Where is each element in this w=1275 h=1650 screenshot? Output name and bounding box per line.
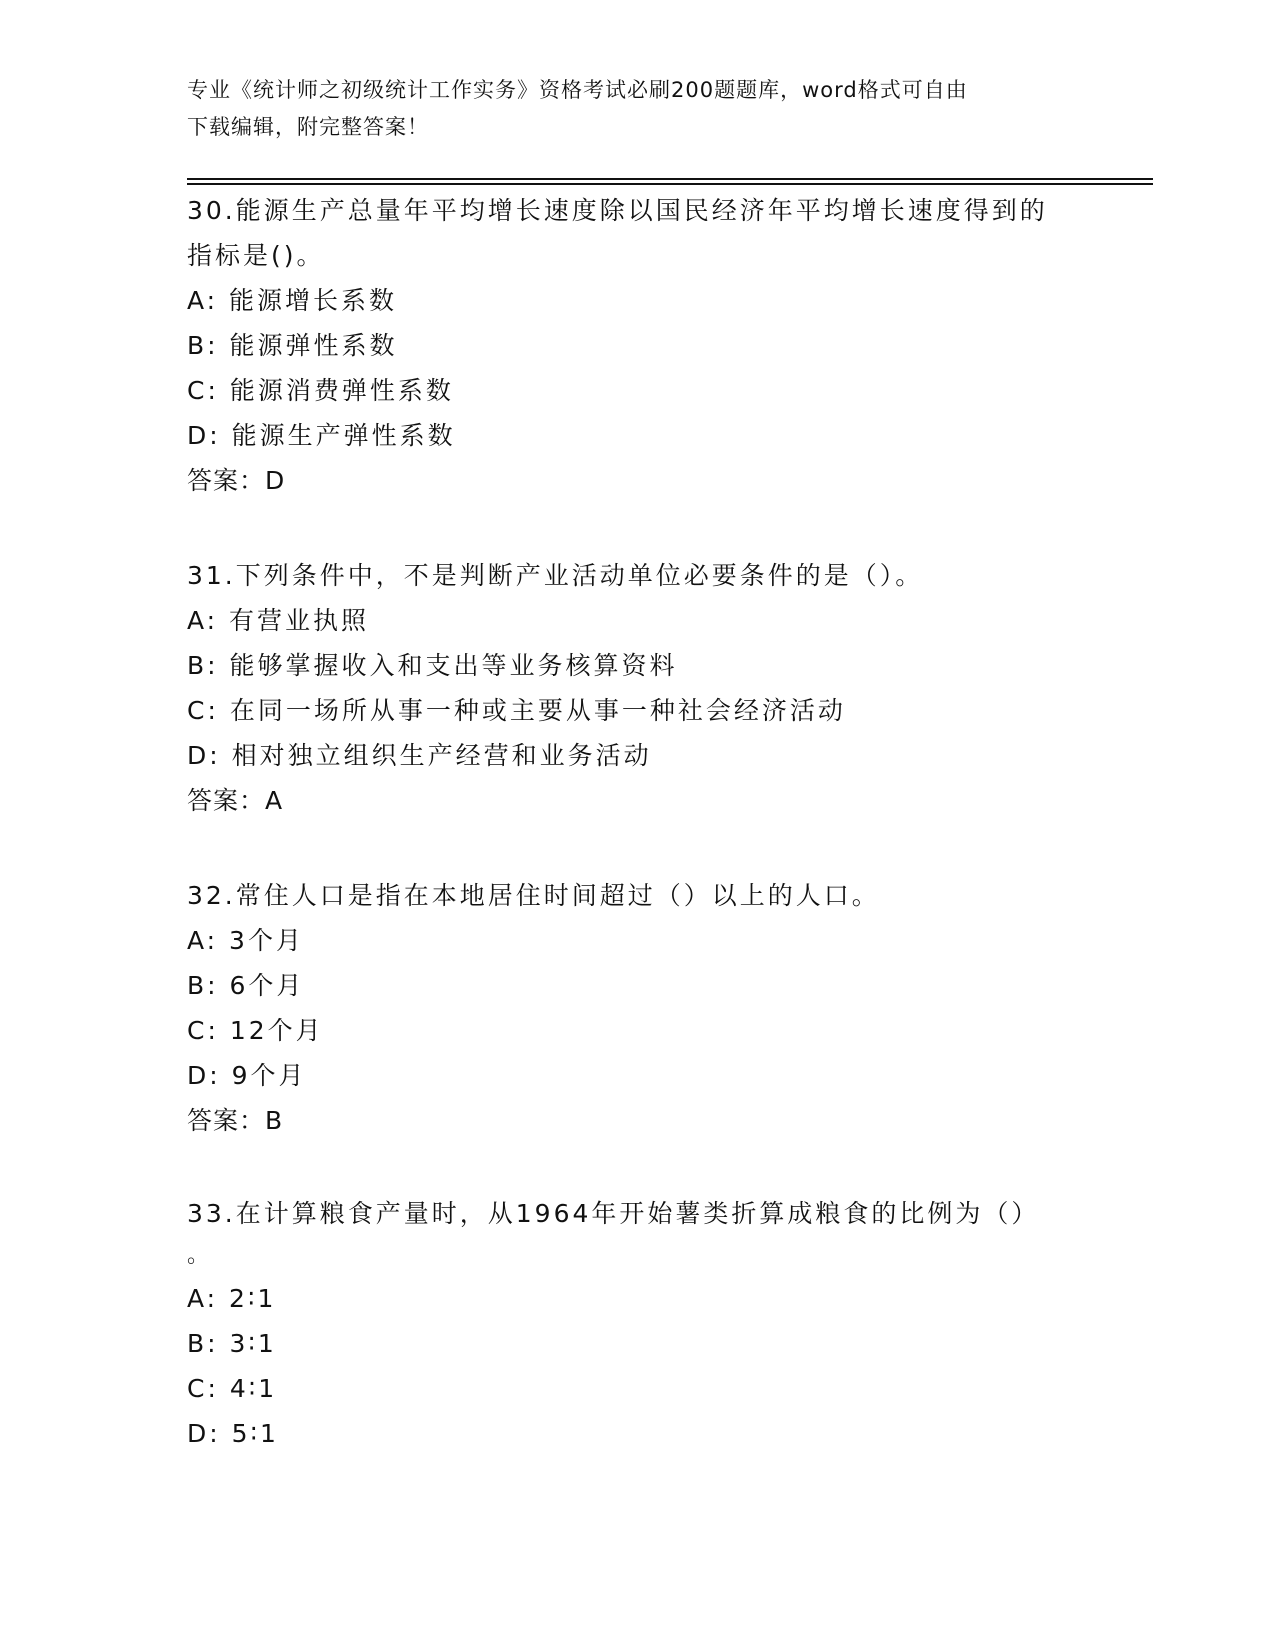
option-b: B: 能源弹性系数 <box>187 331 398 360</box>
question-30 <box>187 188 1087 503</box>
question-stem <box>187 188 1087 278</box>
question-stem <box>187 1191 1087 1276</box>
question-stem-line-2: 。 <box>187 1243 213 1268</box>
header-line-2: 下载编辑，附完整答案！ <box>187 115 429 139</box>
option-b: B: 3∶1 <box>187 1329 277 1358</box>
header-line-1: 专业《统计师之初级统计工作实务》资格考试必刷200题题库，word格式可自由 <box>187 78 968 102</box>
question-stem-line-1: 33.在计算粮食产量时，从1964年开始薯类折算成粮食的比例为（） <box>187 1199 1040 1228</box>
question-stem-line-2: 指标是()。 <box>187 241 325 270</box>
option-d: D: 相对独立组织生产经营和业务活动 <box>187 741 652 770</box>
header-divider-bottom <box>187 183 1153 185</box>
option-a: A: 能源增长系数 <box>187 286 398 315</box>
answer-line: 答案：A <box>187 786 284 815</box>
option-d: D: 9个月 <box>187 1061 307 1090</box>
option-d: D: 能源生产弹性系数 <box>187 421 456 450</box>
answer-line: 答案：B <box>187 1106 284 1135</box>
option-d: D: 5∶1 <box>187 1419 279 1448</box>
option-c: C: 能源消费弹性系数 <box>187 376 454 405</box>
option-b: B: 能够掌握收入和支出等业务核算资料 <box>187 651 678 680</box>
option-c: C: 12个月 <box>187 1016 324 1045</box>
question-stem-line-1: 30.能源生产总量年平均增长速度除以国民经济年平均增长速度得到的 <box>187 196 1048 225</box>
document-header <box>187 72 1067 146</box>
option-b: B: 6个月 <box>187 971 305 1000</box>
question-stem: 32.常住人口是指在本地居住时间超过（）以上的人口。 <box>187 881 880 910</box>
question-32 <box>187 873 1087 1143</box>
question-33 <box>187 1191 1087 1456</box>
answer-line: 答案：D <box>187 466 286 495</box>
option-a: A: 2∶1 <box>187 1284 277 1313</box>
question-stem: 31.下列条件中，不是判断产业活动单位必要条件的是（）。 <box>187 561 924 590</box>
option-c: C: 在同一场所从事一种或主要从事一种社会经济活动 <box>187 696 846 725</box>
option-a: A: 有营业执照 <box>187 606 370 635</box>
option-a: A: 3个月 <box>187 926 304 955</box>
header-divider-top <box>187 178 1153 180</box>
option-c: C: 4∶1 <box>187 1374 278 1403</box>
question-31 <box>187 553 1087 823</box>
